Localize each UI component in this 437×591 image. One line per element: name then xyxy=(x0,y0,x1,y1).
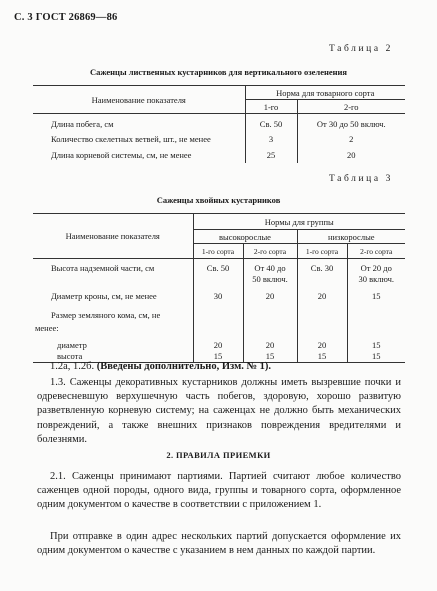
table2-label: Таблица 2 xyxy=(328,44,393,54)
group-tall: высокорослые xyxy=(193,230,297,244)
col-header-grade1: 1-го xyxy=(245,100,297,114)
col-header-norm: Норма для товарного сорта xyxy=(245,86,405,100)
col-header-norms: Нормы для группы xyxy=(193,214,405,230)
table-2 xyxy=(33,85,405,163)
table-row: Количество скелетных ветвей, шт., не менее 3 2 xyxy=(33,131,405,147)
paragraph-2-1: 2.1. Саженцы принимают партиями. Партией считают любое количество саженцев одной породы, одного вида, группы и товарного сорта, оформленное одним документом о качестве в соответствии с приложением 1. xyxy=(37,471,401,511)
table3-title: Саженцы хвойных кустарников xyxy=(156,195,281,205)
table-row: диаметр 20 20 20 15 xyxy=(33,339,405,350)
page-header: С. 3 ГОСТ 26869—86 xyxy=(14,12,118,23)
group-low: низкорослые xyxy=(297,230,405,244)
table-row: Длина корневой системы, см, не менее 25 20 xyxy=(33,147,405,163)
table-row: Диаметр кроны, см, не менее 30 20 20 15 xyxy=(33,285,405,307)
col-header-grade2: 2-го xyxy=(297,100,405,114)
table-row: Размер земляного кома, см, не менее: xyxy=(33,307,405,339)
table3-label: Таблица 3 xyxy=(328,174,393,184)
col-header-name: Наименование показателя xyxy=(33,214,193,259)
section-title: 2. ПРАВИЛА ПРИЕМКИ xyxy=(166,450,271,460)
table-row: высота 15 15 15 15 xyxy=(33,350,405,362)
table-row: Высота надземной части, см Св. 50 От 40 до 50 включ. Св. 30 От 20 до 30 включ. xyxy=(33,259,405,286)
paragraph-2-2: При отправке в один адрес нескольких партий допускается оформление их одним документом о качестве с указанием в нем данных по каждой партии. xyxy=(37,531,401,557)
col-header-name: Наименование показателя xyxy=(33,86,245,114)
amendment-note: 1.2а, 1.2б. (Введены дополнительно, Изм. № 1). xyxy=(50,361,272,372)
table-row: Длина побега, см Св. 50 От 30 до 50 включ. xyxy=(33,114,405,131)
table2-title: Саженцы лиственных кустарников для вертикального озеленения xyxy=(89,67,348,77)
table-3: Наименование показателя Нормы для группы высокорослые низкорослые 1-го сорта 2-го сорта 1-го сорта 2-го сорта Высота надземной части, см Св. 50 От 40 до 50 включ. Св. 30 От 20 до 30 включ. Диаметр кроны, см, не менее 30 20 20 15 Размер земляного кома, см, не менее: диаметр 20 20 20 15 высота 15 15 15 15 xyxy=(33,213,405,363)
paragraph-1-3: 1.3. Саженцы декоративных кустарников должны иметь вызревшие почки и одревесневшую верхушечную часть побегов, здоровую, хорошо развитую разветвленную корневую систему; на саженцах не должно быть механических повреждений, а также внешних признаков повреждения вредителями и болезнями. xyxy=(37,377,401,445)
